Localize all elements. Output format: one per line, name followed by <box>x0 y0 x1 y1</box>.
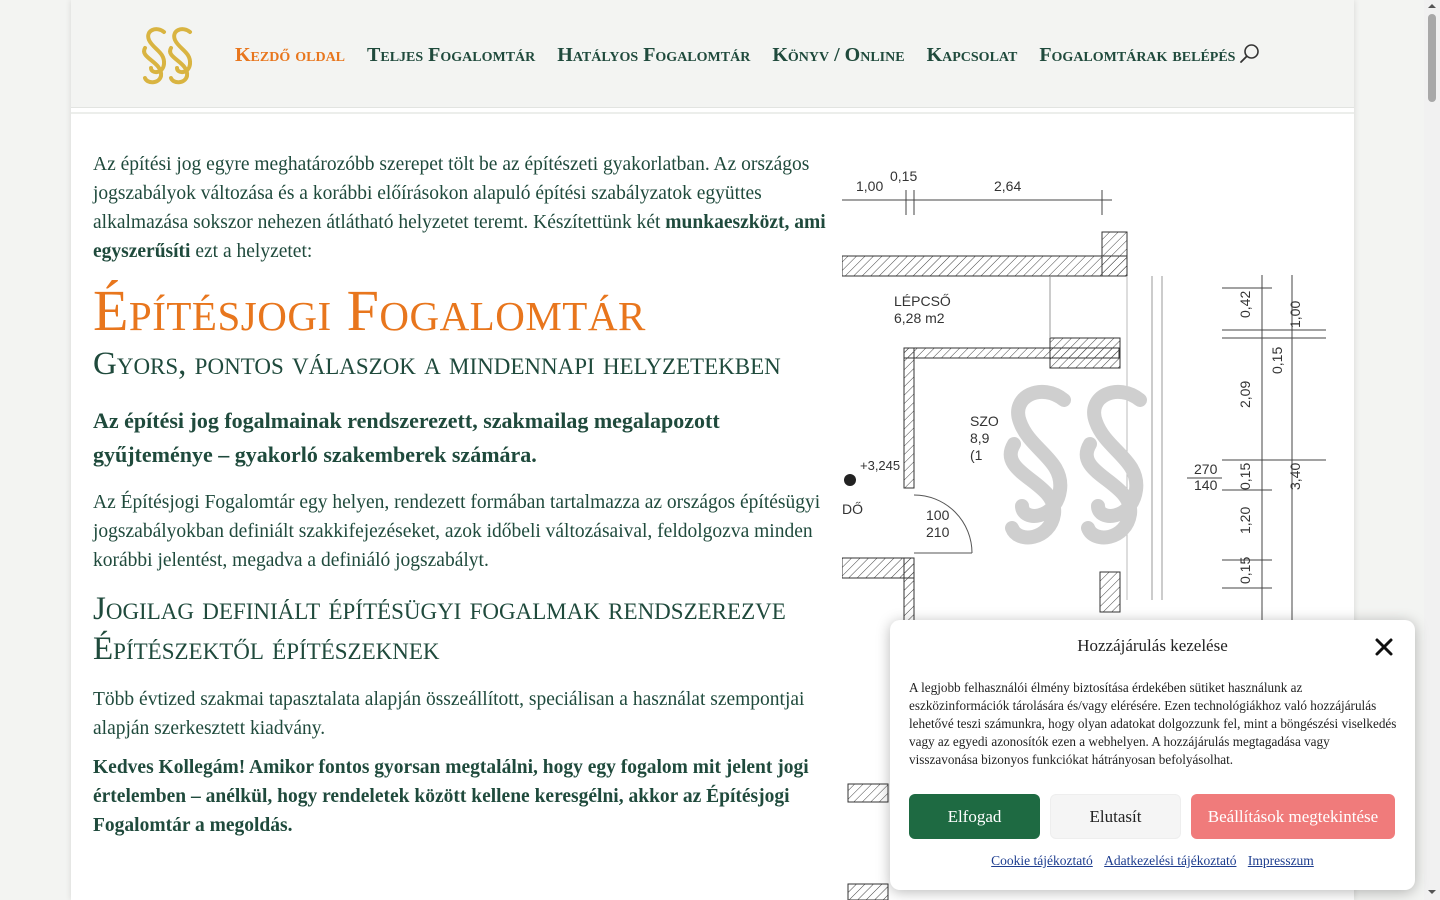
consent-links <box>890 853 1415 869</box>
deny-button[interactable]: Elutasít <box>1050 794 1181 839</box>
plan-room2-area: 8,9 <box>970 430 990 446</box>
impressum-link[interactable]: Impresszum <box>1247 853 1314 868</box>
plan-room2-name: SZO <box>970 413 999 429</box>
plan-room-name: LÉPCSŐ <box>894 293 951 309</box>
scroll-down-arrow-icon[interactable] <box>1428 888 1436 896</box>
plan-dim-r5: 0,15 <box>1237 462 1253 490</box>
plan-window-h: 140 <box>1194 477 1218 493</box>
plan-room2-extra: (1 <box>970 447 983 463</box>
description-paragraph: Az Építésjogi Fogalomtár egy helyen, rendezett formában tartalmazza az országos építésügyi jogszabályokban definiált szakkifejezéseket, azok időbeli változásaival, feldolgozva minden korábbi jelentést, megadva a definiáló jogszabályt. <box>93 492 821 571</box>
consent-dialog <box>890 620 1415 890</box>
nav-item-home[interactable]: Kezdő oldal <box>235 43 346 66</box>
nav-item-book-online[interactable]: Könyv / Online <box>772 43 905 66</box>
intro-text-1: Az építési jog egyre meghatározóbb szerepet tölt be az építészeti gyakorlatban. Az országos jogszabályok változása és a korábbi előírásokon alapuló építési szabályzatok együttes alkalmazása sokszor nehezen átlátható helyzetet teremt. Készítettünk két <box>93 154 810 233</box>
plan-dim-2: 0,15 <box>890 168 918 184</box>
plan-dim-r7: 1,20 <box>1237 506 1253 534</box>
privacy-policy-link[interactable]: Adatkezelési tájékoztató <box>1104 853 1237 868</box>
plan-door-h: 210 <box>926 524 950 540</box>
intro-paragraph <box>93 150 838 266</box>
plan-window-w: 270 <box>1194 461 1218 477</box>
section-heading <box>93 589 838 669</box>
scroll-up-arrow-icon[interactable] <box>1428 2 1436 10</box>
lead-paragraph: Az építési jog fogalmainak rendszerezett, szakmailag megalapozott gyűjteménye – gyakorló szakemberek számára. <box>93 408 720 467</box>
plan-dim-1: 1,00 <box>856 178 884 194</box>
cookie-policy-link[interactable]: Cookie tájékoztató <box>991 853 1093 868</box>
page-title: Építésjogi Fogalomtár <box>93 278 646 343</box>
plan-room-area: 6,28 m2 <box>894 310 945 326</box>
close-icon[interactable] <box>1374 637 1394 657</box>
nav-item-login[interactable]: Fogalomtárak belépés <box>1039 43 1236 66</box>
plan-left-label: DŐ <box>842 501 863 517</box>
plan-dim-r1: 0,42 <box>1237 290 1253 318</box>
plan-dim-r3: 0,15 <box>1269 346 1285 374</box>
consent-title: Hozzájárulás kezelése <box>1077 636 1228 655</box>
section-heading-line2: Építészektől építészeknek <box>93 631 440 667</box>
plan-dim-r8: 0,15 <box>1237 556 1253 584</box>
experience-paragraph: Több évtized szakmai tapasztalata alapján összeállított, speciálisan a használat szempontjai alapján szerkesztett kiadvány. <box>93 689 805 739</box>
nav-item-current-glossary[interactable]: Hatályos Fogalomtár <box>557 43 751 66</box>
consent-text: A legjobb felhasználói élmény biztosítása érdekében sütiket használunk az eszközinformációk tárolására és/vagy elérésére. Ezen technológiákhoz való hozzájárulás lehetővé teszi számunkra, hogy olyan adatokat dolgozzunk fel, mint a böngészési viselkedés vagy az egyedi azonosítók ezen a webhelyen. A hozzájárulás megtagadása vagy visszavonása bizonyos funkciókat hátrányosan befolyásolhat. <box>909 680 1397 767</box>
section-heading-line1: Jogilag definiált építésügyi fogalmak rendszerezve <box>93 591 786 627</box>
plan-door-w: 100 <box>926 507 950 523</box>
site-header <box>71 0 1354 108</box>
page-subtitle: Gyors, pontos válaszok a mindennapi helyzetekben <box>93 346 781 382</box>
header-divider <box>71 112 1354 114</box>
plan-dim-3: 2,64 <box>994 178 1022 194</box>
logo[interactable] <box>137 24 201 86</box>
plan-level: +3,245 <box>860 458 901 473</box>
search-icon[interactable] <box>1239 43 1261 65</box>
plan-dim-r4: 2,09 <box>1237 380 1253 408</box>
scrollbar-thumb[interactable] <box>1428 14 1436 102</box>
main-nav <box>235 40 1257 70</box>
view-settings-button[interactable]: Beállítások megtekintése <box>1191 794 1395 839</box>
nav-item-full-glossary[interactable]: Teljes Fogalomtár <box>367 43 536 66</box>
main-content <box>93 150 838 840</box>
nav-item-contact[interactable]: Kapcsolat <box>926 43 1018 66</box>
intro-bold-text: munkaeszközt, ami egyszerűsíti <box>93 212 826 262</box>
accept-button[interactable]: Elfogad <box>909 794 1040 839</box>
plan-dim-r2: 1,00 <box>1287 300 1303 328</box>
plan-dim-r6: 3,40 <box>1287 462 1303 490</box>
colleague-paragraph: Kedves Kollegám! Amikor fontos gyorsan megtalálni, hogy egy fogalom mit jelent jogi értelemben – anélkül, hogy rendeletek között kellene keresgélni, akkor az Építésjogi Fogalomtár a megoldás. <box>93 757 809 836</box>
intro-text-2: ezt a helyzetet: <box>190 241 313 262</box>
scrollbar[interactable] <box>1424 0 1440 900</box>
